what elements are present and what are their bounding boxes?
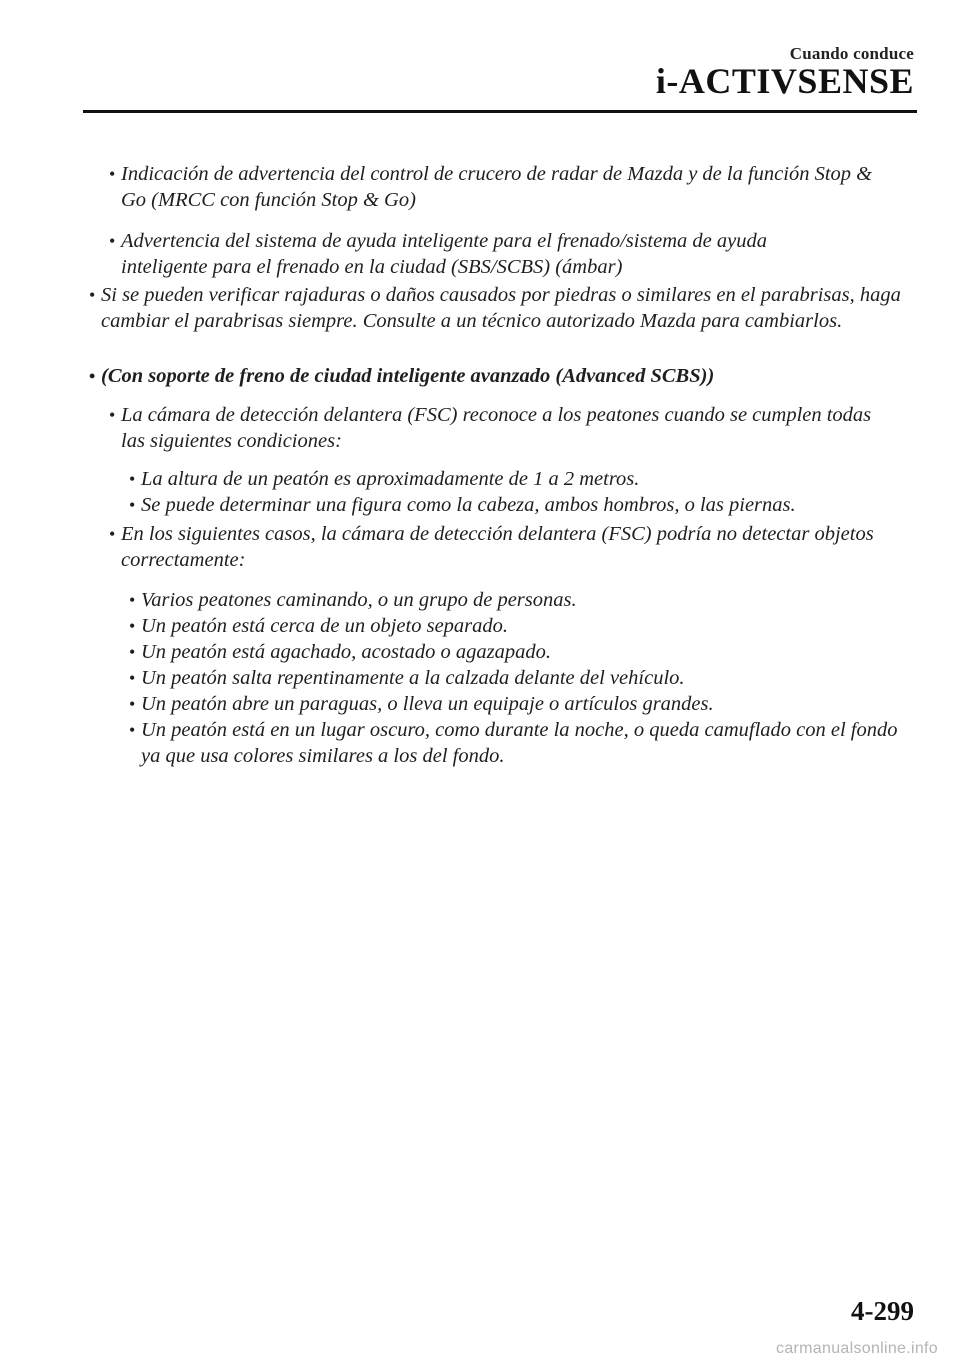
list-item [109, 228, 841, 280]
list-item-text: Indicación de advertencia del control de crucero de radar de Mazda y de la función Stop & Go (MRCC con función Stop & Go) [121, 163, 873, 211]
list-item-text: Si se pueden verificar rajaduras o daños causados por piedras o similares en el parabrisas, haga cambiar el parabrisas siempre. Consulte a un técnico autorizado Mazda para cambiarlos. [101, 284, 901, 332]
list-item-text: En los siguientes casos, la cámara de detección delantera (FSC) podría no detectar objetos correctamente: [121, 523, 874, 571]
watermark: carmanualsonline.info [776, 1340, 938, 1357]
list-item-text: Un peatón abre un paraguas, o lleva un equipaje o artículos grandes. [141, 693, 714, 715]
bullet-icon: • [129, 642, 136, 662]
list-item-text: La altura de un peatón es aproximadamente de 1 a 2 metros. [141, 468, 640, 490]
list-item [129, 466, 911, 492]
list-item-text: Un peatón está agachado, acostado o agazapado. [141, 641, 551, 663]
list-item [89, 282, 916, 334]
list-item-text: Advertencia del sistema de ayuda inteligente para el frenado/sistema de ayuda inteligente para el frenado en la ciudad (SBS/SCBS) (ámbar) [121, 230, 767, 278]
bullet-icon: • [129, 720, 136, 740]
list-item-text: Varios peatones caminando, o un grupo de personas. [141, 589, 577, 611]
bullet-icon: • [129, 590, 136, 610]
list-item [129, 639, 911, 665]
list-item [109, 521, 896, 573]
bullet-icon: • [89, 285, 96, 305]
bullet-icon: • [89, 366, 96, 386]
list-item [109, 402, 896, 454]
bullet-icon: • [109, 231, 116, 251]
bullet-icon: • [129, 694, 136, 714]
list-item [129, 492, 911, 518]
bullet-icon: • [109, 524, 116, 544]
bullet-icon: • [109, 164, 116, 184]
list-item-heading [89, 363, 916, 389]
bullet-icon: • [129, 469, 136, 489]
bullet-icon: • [129, 495, 136, 515]
list-item [129, 665, 911, 691]
list-item [109, 161, 881, 213]
list-item [129, 587, 911, 613]
list-item-text: Se puede determinar una figura como la cabeza, ambos hombros, o las piernas. [141, 494, 796, 516]
list-item [129, 613, 911, 639]
page-number: 4-299 [851, 1296, 914, 1326]
list-item-text: La cámara de detección delantera (FSC) reconoce a los peatones cuando se cumplen todas las siguientes condiciones: [121, 404, 872, 452]
list-item-text: (Con soporte de freno de ciudad inteligente avanzado (Advanced SCBS)) [101, 365, 715, 387]
list-item-text: Un peatón está cerca de un objeto separado. [141, 615, 509, 637]
bullet-icon: • [129, 616, 136, 636]
bullet-icon: • [109, 405, 116, 425]
bullet-icon: • [129, 668, 136, 688]
page-title: i-ACTIVSENSE [655, 61, 914, 101]
list-item [129, 691, 911, 717]
list-item [129, 717, 916, 769]
list-item-text: Un peatón salta repentinamente a la calzada delante del vehículo. [141, 667, 685, 689]
list-item-text: Un peatón está en un lugar oscuro, como durante la noche, o queda camuflado con el fondo ya que usa colores similares a los del fondo. [141, 719, 898, 767]
header-divider [83, 110, 917, 113]
section-label: Cuando conduce [789, 44, 914, 63]
